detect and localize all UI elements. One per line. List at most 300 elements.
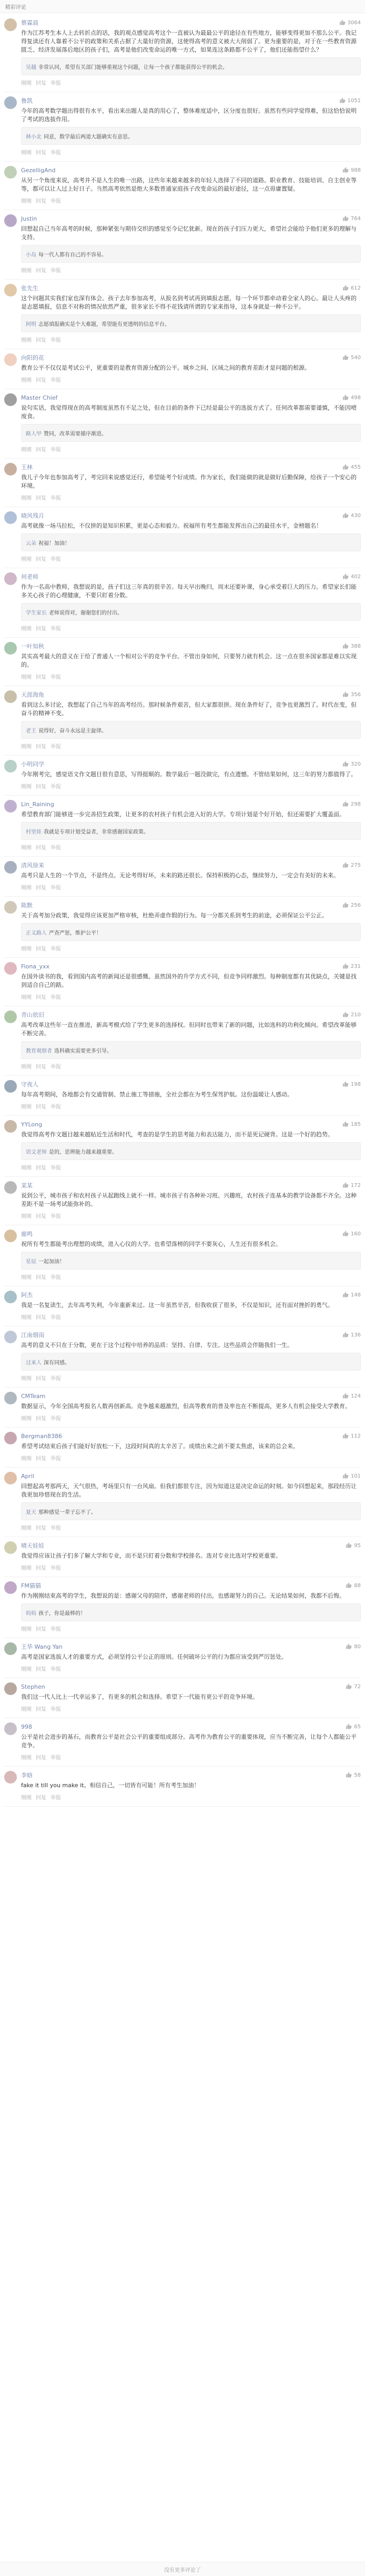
- reply-block: [21, 721, 361, 739]
- like-button[interactable]: [342, 862, 361, 868]
- report-button[interactable]: 举报: [50, 1795, 61, 1801]
- reply-button[interactable]: 回复: [36, 496, 46, 501]
- commenter-name[interactable]: 阿杰: [21, 1292, 33, 1299]
- comment-header: [21, 1682, 361, 1691]
- comment-header: [21, 1010, 361, 1019]
- reply-author[interactable]: 教育观察者: [26, 1048, 52, 1054]
- reply-button[interactable]: 回复: [36, 1566, 46, 1571]
- reply-author[interactable]: 路人甲: [26, 431, 42, 437]
- commenter-name[interactable]: 王华 Wang Yan: [21, 1643, 63, 1650]
- report-button[interactable]: 举报: [50, 496, 61, 501]
- comment-item: [4, 1390, 361, 1428]
- reply-button[interactable]: 回复: [36, 1064, 46, 1070]
- commenter-name[interactable]: 某某: [21, 1182, 33, 1189]
- avatar[interactable]: [4, 353, 17, 366]
- comment-text: 作为江苏考生本人上去转折点的话，我的观点感觉高考这个一直被认为最最公平的途径在有些地方，能够变得更加不那么公平。我记得复读还有人靠着不公平的政策和关系占据了大量好的资源，这使得高考的意义被大大削弱了。更为重要的是，对于在一些教育资源匮乏、经济发展落后地区的孩子们，高考是他们改变命运的唯一方式，如果连这条路都不公平了，他们还能指望什么？: [21, 29, 357, 53]
- avatar[interactable]: [4, 1472, 17, 1484]
- avatar[interactable]: [4, 1771, 17, 1784]
- comment-time: 刚刚: [21, 199, 32, 204]
- reply-block: [21, 424, 361, 442]
- report-button[interactable]: 举报: [50, 784, 61, 790]
- reply-button[interactable]: 回复: [36, 557, 46, 562]
- avatar[interactable]: [4, 511, 17, 524]
- reply-text: 每一代人都有自己的不容易。: [38, 252, 107, 258]
- commenter-name[interactable]: YYLong: [21, 1121, 43, 1128]
- report-button[interactable]: 举报: [50, 1416, 61, 1422]
- commenter-name[interactable]: 天涯海角: [21, 691, 44, 698]
- avatar[interactable]: [4, 166, 17, 179]
- report-button[interactable]: 举报: [50, 845, 61, 851]
- report-button[interactable]: 举报: [50, 557, 61, 562]
- comment-time: 刚刚: [21, 81, 32, 86]
- avatar[interactable]: [4, 901, 17, 914]
- comment-body: [21, 1331, 361, 1382]
- report-button[interactable]: 举报: [50, 1214, 61, 1220]
- avatar[interactable]: [4, 1432, 17, 1444]
- comment-text: fake it till you make it。相信自己，一切皆有可能！所有考生加油！: [21, 1782, 200, 1789]
- like-button[interactable]: [346, 1723, 361, 1730]
- comment-header: [21, 901, 361, 909]
- like-button[interactable]: [342, 1292, 361, 1298]
- commenter-name[interactable]: 晓风残月: [21, 512, 44, 519]
- commenter-name[interactable]: 何老师: [21, 573, 38, 580]
- commenter-name[interactable]: Master Chief: [21, 394, 58, 401]
- reply-button[interactable]: 回复: [36, 1104, 46, 1110]
- reply-button[interactable]: 回复: [36, 885, 46, 891]
- comment-text: 作为一名高中教师，我想说的是，孩子们这三年真的很辛苦。每天早出晚归，周末还要补课，身心承受着巨大的压力。希望家长们能多关心孩子的心理健康，不要只盯着分数。: [21, 583, 357, 599]
- reply-text: 严查严惩，维护公平！: [49, 930, 102, 936]
- commenter-name[interactable]: 一叶知秋: [21, 643, 44, 650]
- reply-block: [21, 1041, 361, 1059]
- comment-meta: [21, 1374, 361, 1382]
- avatar[interactable]: [4, 572, 17, 585]
- reply-button[interactable]: 回复: [36, 1755, 46, 1761]
- reply-button[interactable]: 回复: [36, 1165, 46, 1171]
- like-button[interactable]: [342, 902, 361, 908]
- reply-author[interactable]: 老王: [26, 728, 36, 734]
- commenter-name[interactable]: 青山依旧: [21, 1012, 44, 1018]
- like-count: 148: [350, 1292, 361, 1298]
- thumbs-up-icon: [342, 643, 349, 649]
- commenter-name[interactable]: 向阳的花: [21, 354, 44, 361]
- commenter-name[interactable]: Fiona_yxx: [21, 963, 50, 970]
- like-button[interactable]: [342, 1473, 361, 1479]
- reply-author[interactable]: 吴越: [26, 65, 36, 71]
- report-button[interactable]: 举报: [50, 626, 61, 632]
- comment-meta: [21, 1665, 361, 1672]
- reply-block: [21, 1142, 361, 1160]
- reply-button[interactable]: 回复: [36, 626, 46, 632]
- like-button[interactable]: [346, 1683, 361, 1690]
- reply-button[interactable]: 回复: [36, 268, 46, 274]
- like-count: 172: [350, 1182, 361, 1188]
- avatar[interactable]: [4, 18, 17, 31]
- report-button[interactable]: 举报: [50, 338, 61, 343]
- commenter-name[interactable]: 江南烟雨: [21, 1332, 44, 1339]
- comment-text: 今年刚考完，感觉语文作文题目很有意思，写得挺顺的。数学最后一题没做完，有点遗憾。不管结果如何，这三年的努力都值得了。: [21, 771, 357, 778]
- comment-header: [21, 1432, 361, 1440]
- like-count: 356: [350, 691, 361, 698]
- reply-button[interactable]: 回复: [36, 150, 46, 156]
- like-button[interactable]: [346, 1542, 361, 1549]
- like-button[interactable]: [342, 167, 361, 173]
- comment-meta: [21, 993, 361, 1000]
- report-button[interactable]: 举报: [50, 150, 61, 156]
- report-button[interactable]: 举报: [50, 675, 61, 680]
- avatar[interactable]: [4, 1331, 17, 1343]
- comment-body: [21, 18, 361, 86]
- avatar[interactable]: [4, 1230, 17, 1242]
- reply-block: [21, 1353, 361, 1371]
- comment-meta: [21, 1624, 361, 1632]
- comment-item: [4, 94, 361, 162]
- comment-item: [4, 391, 361, 459]
- commenter-name[interactable]: 清风徐来: [21, 862, 44, 869]
- report-button[interactable]: 举报: [50, 995, 61, 1000]
- commenter-name[interactable]: Justin: [21, 215, 37, 222]
- comment-time: 刚刚: [21, 378, 32, 383]
- comment-item: [4, 1329, 361, 1388]
- comment-body: [21, 1722, 361, 1761]
- comment-item: [4, 1470, 361, 1537]
- comment-body: [21, 393, 361, 453]
- comment-item: [4, 798, 361, 857]
- comment-body: [21, 642, 361, 680]
- comment-body: [21, 1080, 361, 1110]
- avatar[interactable]: [4, 1291, 17, 1303]
- reply-button[interactable]: 回复: [36, 199, 46, 204]
- comment-list: [0, 13, 365, 1807]
- like-button[interactable]: [342, 512, 361, 519]
- thumbs-up-icon: [342, 691, 349, 698]
- report-button[interactable]: 举报: [50, 1627, 61, 1632]
- reply-button[interactable]: 回复: [36, 447, 46, 453]
- comment-item: [4, 461, 361, 507]
- comment-body: [21, 1291, 361, 1321]
- like-count: 275: [350, 862, 361, 868]
- reply-button[interactable]: 回复: [36, 378, 46, 383]
- like-count: 320: [350, 761, 361, 767]
- avatar[interactable]: [4, 1010, 17, 1023]
- report-button[interactable]: 举报: [50, 1667, 61, 1672]
- reply-author[interactable]: 云朵: [26, 541, 36, 547]
- like-button[interactable]: [342, 1081, 361, 1087]
- comment-item: [4, 1227, 361, 1286]
- thumbs-up-icon: [342, 761, 349, 767]
- comment-text: 数据显示，今年全国高考报名人数再创新高。竞争越来越激烈，但高等教育的普及率也在不断提高，更多人有机会接受大学教育。: [21, 1403, 351, 1410]
- like-button[interactable]: [342, 1332, 361, 1338]
- avatar[interactable]: [4, 760, 17, 772]
- comment-meta: [21, 1313, 361, 1321]
- avatar[interactable]: [4, 1581, 17, 1594]
- comment-body: [21, 760, 361, 790]
- reply-text: 祝福！加油！: [38, 541, 70, 547]
- avatar[interactable]: [4, 1642, 17, 1655]
- comment-text: 高考就像一场马拉松，不仅拼的是知识积累，更是心态和毅力。祝福所有考生都能发挥出自己的最佳水平，金榜题名！: [21, 522, 322, 529]
- report-button[interactable]: 举报: [50, 885, 61, 891]
- avatar[interactable]: [4, 1541, 17, 1554]
- like-count: 298: [350, 801, 361, 807]
- report-button[interactable]: 举报: [50, 1104, 61, 1110]
- like-button[interactable]: [342, 285, 361, 291]
- thumbs-up-icon: [342, 1121, 349, 1127]
- reply-text: 志愿填报确实是个大难题，希望能有更透明的信息平台。: [38, 322, 170, 328]
- like-count: 210: [350, 1012, 361, 1018]
- reply-author[interactable]: 林小北: [26, 134, 42, 140]
- comment-header: [21, 1392, 361, 1400]
- report-button[interactable]: 举报: [50, 268, 61, 274]
- comment-header: [21, 962, 361, 970]
- avatar[interactable]: [4, 1181, 17, 1194]
- comment-text: 在国外读书的我，看到国内高考的新闻还是很感慨。虽然国外的升学方式不同，但竞争同样激烈。每种制度都有其优缺点，关键是找到适合自己的路。: [21, 973, 357, 988]
- report-button[interactable]: 举报: [50, 199, 61, 204]
- reply-author[interactable]: 妈妈: [26, 1611, 36, 1617]
- comment-meta: [21, 266, 361, 274]
- reply-text: 老师说得对，谢谢您们的付出。: [49, 610, 123, 616]
- reply-button[interactable]: 回复: [36, 1795, 46, 1801]
- like-button[interactable]: [342, 1433, 361, 1439]
- reply-button[interactable]: 回复: [36, 1667, 46, 1672]
- report-button[interactable]: 举报: [50, 946, 61, 952]
- reply-text: 同意，数学最后两道大题确实有意思。: [44, 134, 133, 140]
- comment-header: [21, 353, 361, 362]
- comment-item: [4, 899, 361, 958]
- commenter-name[interactable]: Bergman8386: [21, 1432, 63, 1440]
- thumbs-up-icon: [342, 1292, 349, 1298]
- avatar[interactable]: [4, 96, 17, 109]
- avatar[interactable]: [4, 1080, 17, 1093]
- reply-block: [21, 822, 361, 840]
- like-button[interactable]: [342, 691, 361, 698]
- commenter-name[interactable]: FM猫猫: [21, 1582, 41, 1589]
- comment-item: [4, 1078, 361, 1116]
- like-count: 1051: [347, 97, 361, 104]
- avatar[interactable]: [4, 690, 17, 703]
- like-button[interactable]: [342, 963, 361, 969]
- thumbs-up-icon: [346, 1683, 352, 1690]
- like-button[interactable]: [342, 801, 361, 807]
- thumbs-up-icon: [339, 19, 346, 26]
- like-button[interactable]: [342, 643, 361, 649]
- avatar[interactable]: [4, 1392, 17, 1404]
- comment-meta: [21, 78, 361, 86]
- report-button[interactable]: 举报: [50, 378, 61, 383]
- report-button[interactable]: 举报: [50, 1566, 61, 1571]
- reply-author[interactable]: 阿明: [26, 322, 36, 328]
- comment-time: 刚刚: [21, 1416, 32, 1422]
- commenter-name[interactable]: 李晗: [21, 1772, 33, 1779]
- commenter-name[interactable]: 晴天娃娃: [21, 1542, 44, 1549]
- like-button[interactable]: [342, 1012, 361, 1018]
- reply-block: [21, 245, 361, 263]
- thumbs-up-icon: [346, 1723, 352, 1730]
- comment-time: 刚刚: [21, 784, 32, 790]
- like-button[interactable]: [342, 1182, 361, 1188]
- commenter-name[interactable]: 蔡霖晨: [21, 19, 38, 26]
- like-count: 185: [350, 1121, 361, 1127]
- thumbs-up-icon: [342, 1433, 349, 1439]
- comment-time: 刚刚: [21, 675, 32, 680]
- reply-button[interactable]: 回复: [36, 946, 46, 952]
- comment-text: 教育公平不仅仅是考试公平，更重要的是教育资源分配的公平。城乡之间、区域之间的教育差距才是问题的根源。: [21, 364, 310, 371]
- avatar[interactable]: [4, 1682, 17, 1695]
- avatar[interactable]: [4, 800, 17, 813]
- like-button[interactable]: [346, 1582, 361, 1589]
- like-button[interactable]: [339, 97, 361, 104]
- like-button[interactable]: [342, 1393, 361, 1399]
- like-button[interactable]: [346, 1772, 361, 1778]
- commenter-name[interactable]: CMTeam: [21, 1392, 46, 1400]
- reply-author[interactable]: 夏天: [26, 1510, 36, 1515]
- reply-text: 非常认同，希望有关部门能够重视这个问题，让每一个孩子都能获得公平的机会。: [38, 65, 228, 71]
- avatar[interactable]: [4, 861, 17, 874]
- like-count: 430: [350, 512, 361, 519]
- avatar[interactable]: [4, 463, 17, 475]
- comment-time: 刚刚: [21, 1064, 32, 1070]
- comment-header: [21, 642, 361, 650]
- like-button[interactable]: [342, 1121, 361, 1127]
- report-button[interactable]: 举报: [50, 447, 61, 453]
- report-button[interactable]: 举报: [50, 1525, 61, 1531]
- like-count: 80: [354, 1643, 361, 1650]
- thumbs-up-icon: [342, 354, 349, 361]
- reply-text: 选科确实需要更多引导。: [54, 1048, 112, 1054]
- reply-button[interactable]: 回复: [36, 1456, 46, 1462]
- reply-text: 是的，思辨能力越来越重要。: [49, 1150, 117, 1155]
- commenter-name[interactable]: 守夜人: [21, 1081, 38, 1088]
- report-button[interactable]: 举报: [50, 1275, 61, 1281]
- comment-meta: [21, 782, 361, 790]
- commenter-name[interactable]: Stephen: [21, 1683, 45, 1690]
- like-button[interactable]: [342, 464, 361, 470]
- comment-time: 刚刚: [21, 1707, 32, 1712]
- reply-button[interactable]: 回复: [36, 1275, 46, 1281]
- like-count: 988: [350, 167, 361, 173]
- comment-item: [4, 164, 361, 210]
- commenter-name[interactable]: 陈默: [21, 902, 33, 909]
- reply-button[interactable]: 回复: [36, 1627, 46, 1632]
- like-button[interactable]: [346, 1643, 361, 1650]
- comment-item: [4, 1430, 361, 1468]
- thumbs-up-icon: [346, 1643, 352, 1650]
- reply-block: [21, 603, 361, 621]
- like-button[interactable]: [342, 394, 361, 401]
- like-button[interactable]: [342, 354, 361, 361]
- reply-author[interactable]: 语文老师: [26, 1150, 47, 1155]
- avatar[interactable]: [4, 393, 17, 406]
- avatar[interactable]: [4, 962, 17, 975]
- reply-button[interactable]: 回复: [36, 1214, 46, 1220]
- like-count: 231: [350, 963, 361, 969]
- comment-meta: [21, 493, 361, 501]
- comment-time: 刚刚: [21, 626, 32, 632]
- report-button[interactable]: 举报: [50, 1165, 61, 1171]
- report-button[interactable]: 举报: [50, 1064, 61, 1070]
- report-button[interactable]: 举报: [50, 1315, 61, 1321]
- like-button[interactable]: [342, 215, 361, 222]
- like-button[interactable]: [339, 19, 361, 26]
- avatar[interactable]: [4, 214, 17, 227]
- reply-button[interactable]: 回复: [36, 744, 46, 750]
- thumbs-up-icon: [339, 97, 346, 104]
- comment-item: [4, 351, 361, 389]
- thumbs-up-icon: [342, 963, 349, 969]
- commenter-name[interactable]: GezelligAnd: [21, 166, 56, 174]
- commenter-name[interactable]: 鹿鸣: [21, 1231, 33, 1237]
- avatar[interactable]: [4, 1120, 17, 1133]
- comment-header: [21, 18, 361, 27]
- reply-button[interactable]: 回复: [36, 1525, 46, 1531]
- commenter-name[interactable]: 张先生: [21, 285, 38, 292]
- reply-author[interactable]: 星辰: [26, 1259, 36, 1265]
- reply-button[interactable]: 回复: [36, 995, 46, 1000]
- commenter-name[interactable]: 鲁凯: [21, 97, 33, 104]
- avatar[interactable]: [4, 642, 17, 655]
- avatar[interactable]: [4, 284, 17, 296]
- comment-item: [4, 212, 361, 280]
- like-count: 198: [350, 1081, 361, 1087]
- reply-button[interactable]: 回复: [36, 675, 46, 680]
- comment-body: [21, 1230, 361, 1281]
- reply-button[interactable]: 回复: [36, 338, 46, 343]
- comment-text: 我们这一代人比上一代幸运多了，有更多的机会和选择。希望下一代能有更公平的竞争环境。: [21, 1693, 258, 1700]
- report-button[interactable]: 举报: [50, 1376, 61, 1382]
- reply-button[interactable]: 回复: [36, 845, 46, 851]
- comment-item: [4, 1769, 361, 1807]
- comment-item: [4, 960, 361, 1006]
- like-button[interactable]: [342, 573, 361, 580]
- like-button[interactable]: [342, 761, 361, 767]
- reply-button[interactable]: 回复: [36, 81, 46, 86]
- reply-button[interactable]: 回复: [36, 1315, 46, 1321]
- report-button[interactable]: 举报: [50, 1755, 61, 1761]
- report-button[interactable]: 举报: [50, 744, 61, 750]
- like-count: 88: [354, 1582, 361, 1589]
- report-button[interactable]: 举报: [50, 1456, 61, 1462]
- commenter-name[interactable]: April: [21, 1472, 35, 1480]
- avatar[interactable]: [4, 1722, 17, 1735]
- reply-author[interactable]: 学生家长: [26, 610, 47, 616]
- comment-time: 刚刚: [21, 1667, 32, 1672]
- comment-time: 刚刚: [21, 1795, 32, 1801]
- comment-body: [21, 1541, 361, 1571]
- thumbs-up-icon: [342, 285, 349, 291]
- reply-button[interactable]: 回复: [36, 1416, 46, 1422]
- reply-button[interactable]: 回复: [36, 1707, 46, 1712]
- commenter-name[interactable]: 998: [21, 1723, 32, 1730]
- reply-author[interactable]: 正义路人: [26, 930, 47, 936]
- comment-body: [21, 1682, 361, 1712]
- thumbs-up-icon: [342, 215, 349, 222]
- reply-author[interactable]: 小岛: [26, 252, 36, 258]
- reply-author[interactable]: 过来人: [26, 1360, 42, 1366]
- comment-meta: [21, 554, 361, 562]
- comment-item: [4, 1179, 361, 1225]
- commenter-name[interactable]: Lin_Raining: [21, 800, 54, 808]
- report-button[interactable]: 举报: [50, 1707, 61, 1712]
- thumbs-up-icon: [342, 1012, 349, 1018]
- commenter-name[interactable]: 王林: [21, 464, 33, 471]
- reply-button[interactable]: 回复: [36, 1376, 46, 1382]
- comment-text: 高考改革这些年一直在推进，新高考模式给了学生更多的选择权。但同时也带来了新的问题，比如选科的功利化倾向。希望改革能够不断完善。: [21, 1022, 357, 1037]
- like-button[interactable]: [342, 1231, 361, 1237]
- commenter-name[interactable]: 小明同学: [21, 761, 44, 768]
- comment-meta: [21, 1454, 361, 1462]
- reply-button[interactable]: 回复: [36, 784, 46, 790]
- comment-header: [21, 166, 361, 174]
- reply-author[interactable]: 村里娃: [26, 829, 42, 835]
- report-button[interactable]: 举报: [50, 81, 61, 86]
